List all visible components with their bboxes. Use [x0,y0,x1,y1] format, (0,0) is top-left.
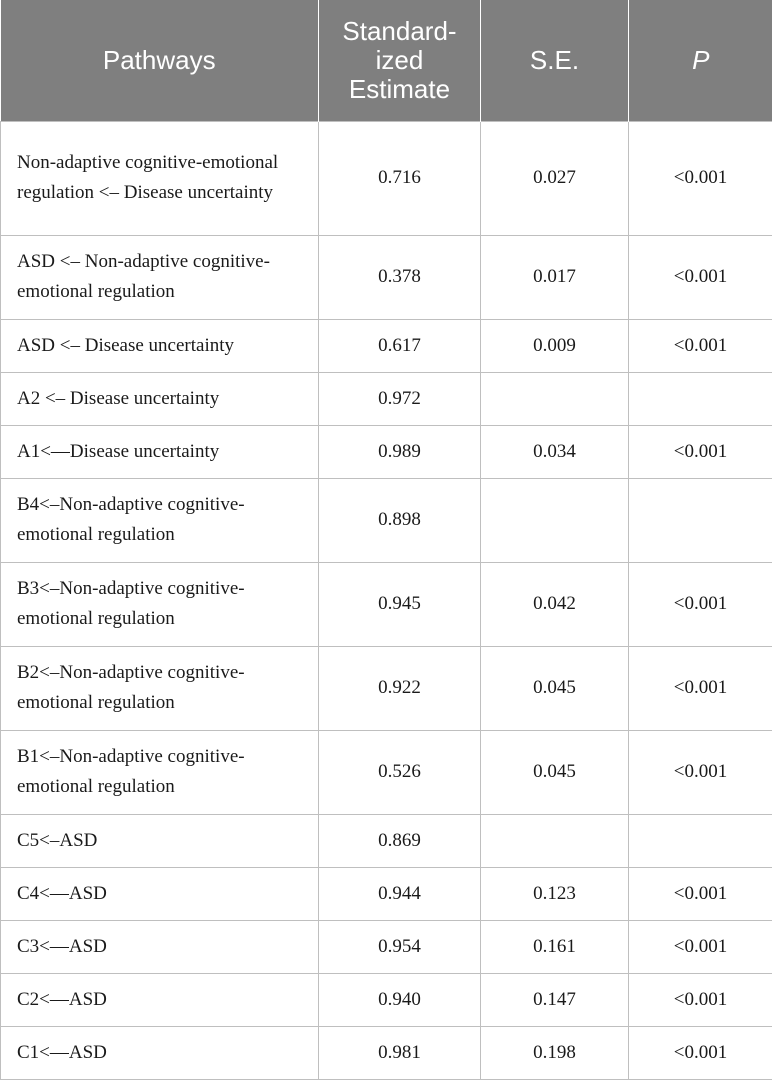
estimate-cell: 0.945 [319,562,481,646]
header-p: P [629,0,772,121]
estimate-cell: 0.922 [319,646,481,730]
estimate-cell: 0.981 [319,1026,481,1079]
pathway-cell: B1<–Non-adaptive cognitive-emotional regulation [1,730,319,814]
se-cell: 0.147 [481,973,629,1026]
pathway-cell: A1<—Disease uncertainty [1,425,319,478]
table-row [1,319,772,372]
estimate-cell: 0.617 [319,319,481,372]
table-row [1,973,772,1026]
estimate-cell: 0.972 [319,372,481,425]
se-cell: 0.045 [481,730,629,814]
pathway-cell: C4<—ASD [1,867,319,920]
se-cell: 0.034 [481,425,629,478]
se-cell: 0.198 [481,1026,629,1079]
p-cell: <0.001 [629,121,772,235]
estimate-cell: 0.378 [319,235,481,319]
se-cell: 0.009 [481,319,629,372]
p-cell: <0.001 [629,562,772,646]
p-cell: <0.001 [629,867,772,920]
table-row [1,920,772,973]
estimate-cell: 0.898 [319,478,481,562]
pathway-cell: A2 <– Disease uncertainty [1,372,319,425]
se-cell [481,814,629,867]
pathway-cell: C1<—ASD [1,1026,319,1079]
p-cell [629,478,772,562]
header-pathways: Pathways [1,0,319,121]
pathway-cell: ASD <– Non-adaptive cognitive-emotional regulation [1,235,319,319]
table-row [1,867,772,920]
se-cell: 0.161 [481,920,629,973]
p-cell: <0.001 [629,235,772,319]
p-cell: <0.001 [629,425,772,478]
p-cell: <0.001 [629,730,772,814]
estimate-cell: 0.940 [319,973,481,1026]
table-row [1,814,772,867]
estimate-cell: 0.954 [319,920,481,973]
estimate-cell: 0.526 [319,730,481,814]
table-row [1,372,772,425]
pathway-cell: ASD <– Disease uncertainty [1,319,319,372]
pathway-cell: B4<–Non-adaptive cognitive-emotional regulation [1,478,319,562]
p-cell: <0.001 [629,1026,772,1079]
table-row [1,730,772,814]
pathway-cell: Non-adaptive cognitive-emotional regulation <– Disease uncertainty [1,121,319,235]
table-body [1,121,772,1079]
p-cell: <0.001 [629,973,772,1026]
table-row [1,1026,772,1079]
table-row [1,478,772,562]
estimate-cell: 0.869 [319,814,481,867]
pathway-cell: C3<—ASD [1,920,319,973]
p-cell: <0.001 [629,920,772,973]
estimate-cell: 0.944 [319,867,481,920]
se-cell: 0.017 [481,235,629,319]
header-se: S.E. [481,0,629,121]
pathway-cell: C5<–ASD [1,814,319,867]
se-cell [481,478,629,562]
se-cell [481,372,629,425]
table-row [1,646,772,730]
p-cell [629,814,772,867]
se-cell: 0.042 [481,562,629,646]
table-row [1,121,772,235]
header-row [1,0,772,121]
se-cell: 0.045 [481,646,629,730]
estimate-cell: 0.989 [319,425,481,478]
table-header [1,0,772,121]
pathway-cell: C2<—ASD [1,973,319,1026]
p-cell: <0.001 [629,319,772,372]
table-row [1,562,772,646]
pathway-cell: B3<–Non-adaptive cognitive-emotional regulation [1,562,319,646]
p-cell [629,372,772,425]
se-cell: 0.027 [481,121,629,235]
se-cell: 0.123 [481,867,629,920]
table-row [1,425,772,478]
table-row [1,235,772,319]
estimate-cell: 0.716 [319,121,481,235]
header-standardized-estimate: Standard-ized Estimate [319,0,481,121]
pathway-cell: B2<–Non-adaptive cognitive-emotional regulation [1,646,319,730]
p-cell: <0.001 [629,646,772,730]
